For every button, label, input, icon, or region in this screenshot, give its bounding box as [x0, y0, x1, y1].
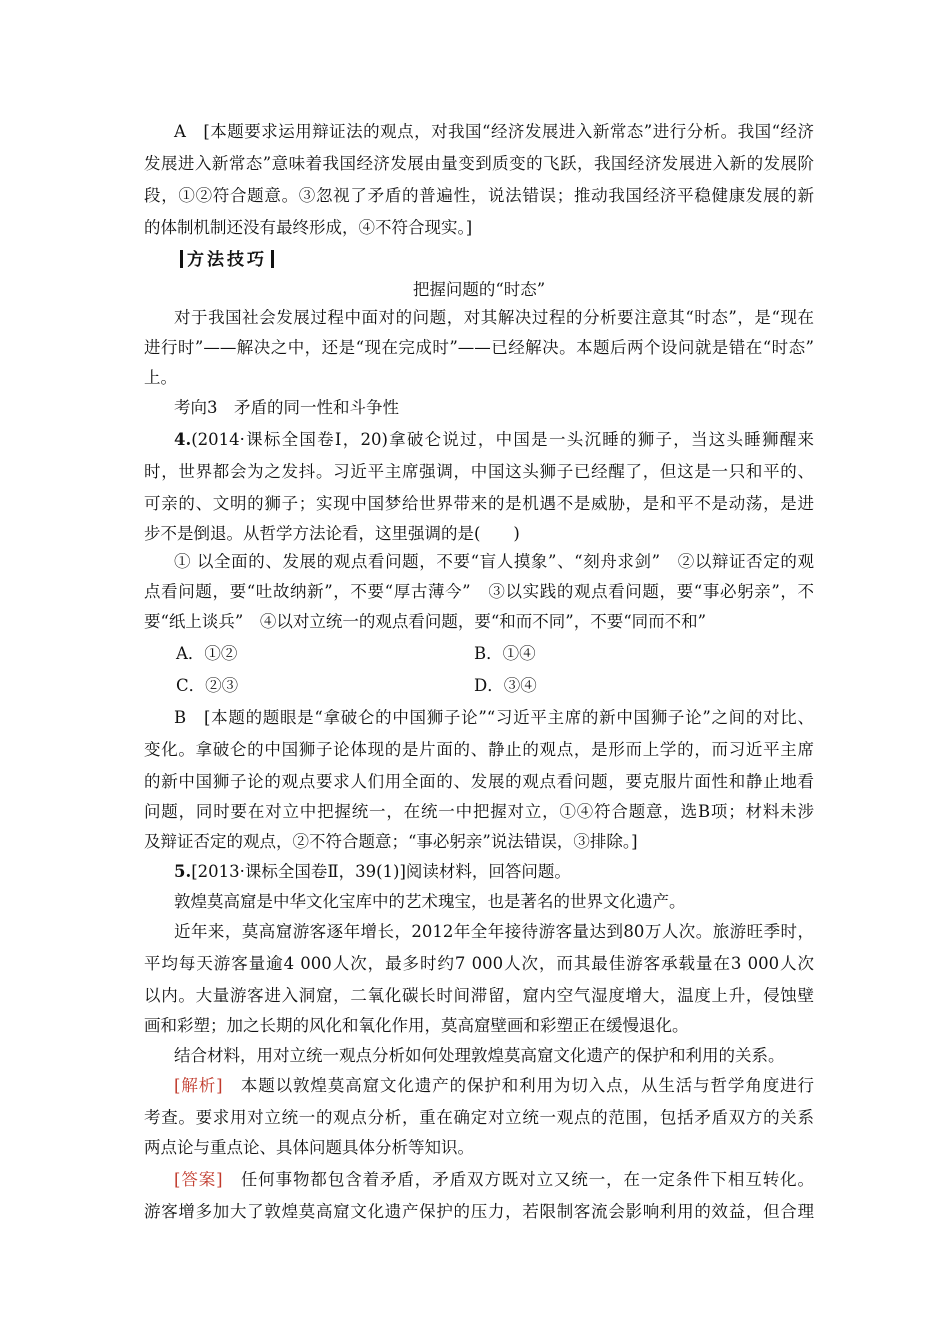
q4-option-a: A．①② [176, 644, 238, 663]
q5-paragraph-1: 敦煌莫高窟是中华文化宝库中的艺术瑰宝，也是著名的世界文化遗产。 [174, 892, 686, 911]
q5-answer-line-2: 游客增多加大了敦煌莫高窟文化遗产保护的压力，若限制客流会影响利用的效益，但合理 [144, 1202, 814, 1221]
q5-p2-line-2: 平均每天游客量逾4 000人次，最多时约7 000人次，而其最佳游客承载量在3 000人次 [144, 954, 814, 973]
q4-number: 4. [174, 430, 192, 449]
q4-answer-line-5: 及辩证否定的观点，②不符合题意；“事必躬亲”说法错误，③排除。] [144, 832, 638, 851]
q4-item-line-1: ① 以全面的、发展的观点看问题，不要“盲人摸象”、“刻舟求剑” ②以辩证否定的观 [174, 552, 814, 571]
q5-analysis-line-3: 两点论与重点论、具体问题具体分析等知识。 [144, 1138, 474, 1157]
q4-option-c: C．②③ [176, 676, 239, 695]
title-bar-right [271, 250, 274, 268]
q4-text-1: (2014·课标全国卷Ⅰ，20)拿破仑说过，中国是一头沉睡的狮子，当这头睡狮醒来 [191, 430, 814, 449]
answer1-line-2: 发展进入新常态”意味着我国经济发展由量变到质变的飞跃，我国经济发展进入新的发展阶 [144, 154, 814, 173]
answer-text-1: 任何事物都包含着矛盾，矛盾双方既对立又统一，在一定条件下相互转化。 [222, 1170, 815, 1189]
analysis-tag: [解析] [174, 1076, 223, 1095]
q5-p2-line-3: 以内。大量游客进入洞窟，二氧化碳长时间滞留，窟内空气湿度增大，温度上升，侵蚀壁 [144, 986, 814, 1005]
method-subtitle: 把握问题的“时态” [412, 280, 546, 299]
q5-analysis-line-1 [174, 1072, 814, 1100]
answer1-line-3: 段，①②符合题意。③忽视了矛盾的普遍性，说法错误；推动我国经济平稳健康发展的新 [144, 186, 814, 205]
method-title-text: 方法技巧 [187, 250, 267, 270]
q5-analysis-line-2: 考查。要求用对立统一的观点分析，重在确定对立统一观点的范围，包括矛盾双方的关系 [144, 1108, 814, 1127]
section-heading: 考向3 矛盾的同一性和斗争性 [174, 398, 399, 417]
q5-answer-line-1 [174, 1166, 814, 1194]
q5-number: 5. [174, 862, 192, 881]
method-title [176, 246, 278, 274]
q4-option-b: B．①④ [474, 644, 536, 663]
analysis-text-1: 本题以敦煌莫高窟文化遗产的保护和利用为切入点，从生活与哲学角度进行 [222, 1076, 815, 1095]
q5-head-text: [2013·课标全国卷Ⅱ，39(1)]阅读材料，回答问题。 [191, 862, 571, 881]
q4-line-1 [174, 426, 814, 454]
q4-option-d: D．③④ [474, 676, 537, 695]
q4-answer-line-3: 的新中国狮子论的观点要求人们用全面的、发展的观点看问题，要克服片面性和静止地看 [144, 772, 814, 791]
q4-line-2: 时，世界都会为之发抖。习近平主席强调，中国这头狮子已经醒了，但这是一只和平的、 [144, 462, 814, 481]
q5-heading [174, 858, 814, 886]
method-line-1: 对于我国社会发展过程中面对的问题，对其解决过程的分析要注意其“时态”，是“现在 [174, 308, 814, 327]
title-bar-left [180, 250, 183, 268]
q4-line-3: 可亲的、文明的狮子；实现中国梦给世界带来的是机遇不是威胁，是和平不是动荡，是进 [144, 494, 814, 513]
q4-answer-line-4: 问题，同时要在对立中把握统一，在统一中把握对立，①④符合题意，选B项；材料未涉 [144, 802, 814, 821]
q4-line-4: 步不是倒退。从哲学方法论看，这里强调的是( ) [144, 524, 520, 543]
answer-tag: [答案] [174, 1170, 223, 1189]
q5-p2-line-1: 近年来，莫高窟游客逐年增长，2012年全年接待游客量达到80万人次。旅游旺季时， [174, 922, 814, 941]
q4-item-line-2: 点看问题，要“吐故纳新”，不要“厚古薄今” ③以实践的观点看问题，要“事必躬亲”，不 [144, 582, 814, 601]
q4-answer-line-2: 变化。拿破仑的中国狮子论体现的是片面的、静止的观点，是形而上学的，而习近平主席 [144, 740, 814, 759]
method-line-2: 进行时”——解决之中，还是“现在完成时”——已经解决。本题后两个设问就是错在“时态” [144, 338, 814, 357]
answer1-line-4: 的体制机制还没有最终形成，④不符合现实。] [144, 218, 473, 237]
q4-item-line-3: 要“纸上谈兵” ④以对立统一的观点看问题，要“和而不同”，不要“同而不和” [144, 612, 707, 631]
answer1-line-1: A [本题要求运用辩证法的观点，对我国“经济发展进入新常态”进行分析。我国“经济 [174, 122, 814, 141]
q5-p2-line-4: 画和彩塑；加之长期的风化和氧化作用，莫高窟壁画和彩塑正在缓慢退化。 [144, 1016, 689, 1035]
q5-prompt: 结合材料，用对立统一观点分析如何处理敦煌莫高窟文化遗产的保护和利用的关系。 [174, 1046, 785, 1065]
q4-answer-line-1: B [本题的题眼是“拿破仑的中国狮子论”“习近平主席的新中国狮子论”之间的对比、 [174, 708, 814, 727]
method-line-3: 上。 [144, 368, 177, 387]
